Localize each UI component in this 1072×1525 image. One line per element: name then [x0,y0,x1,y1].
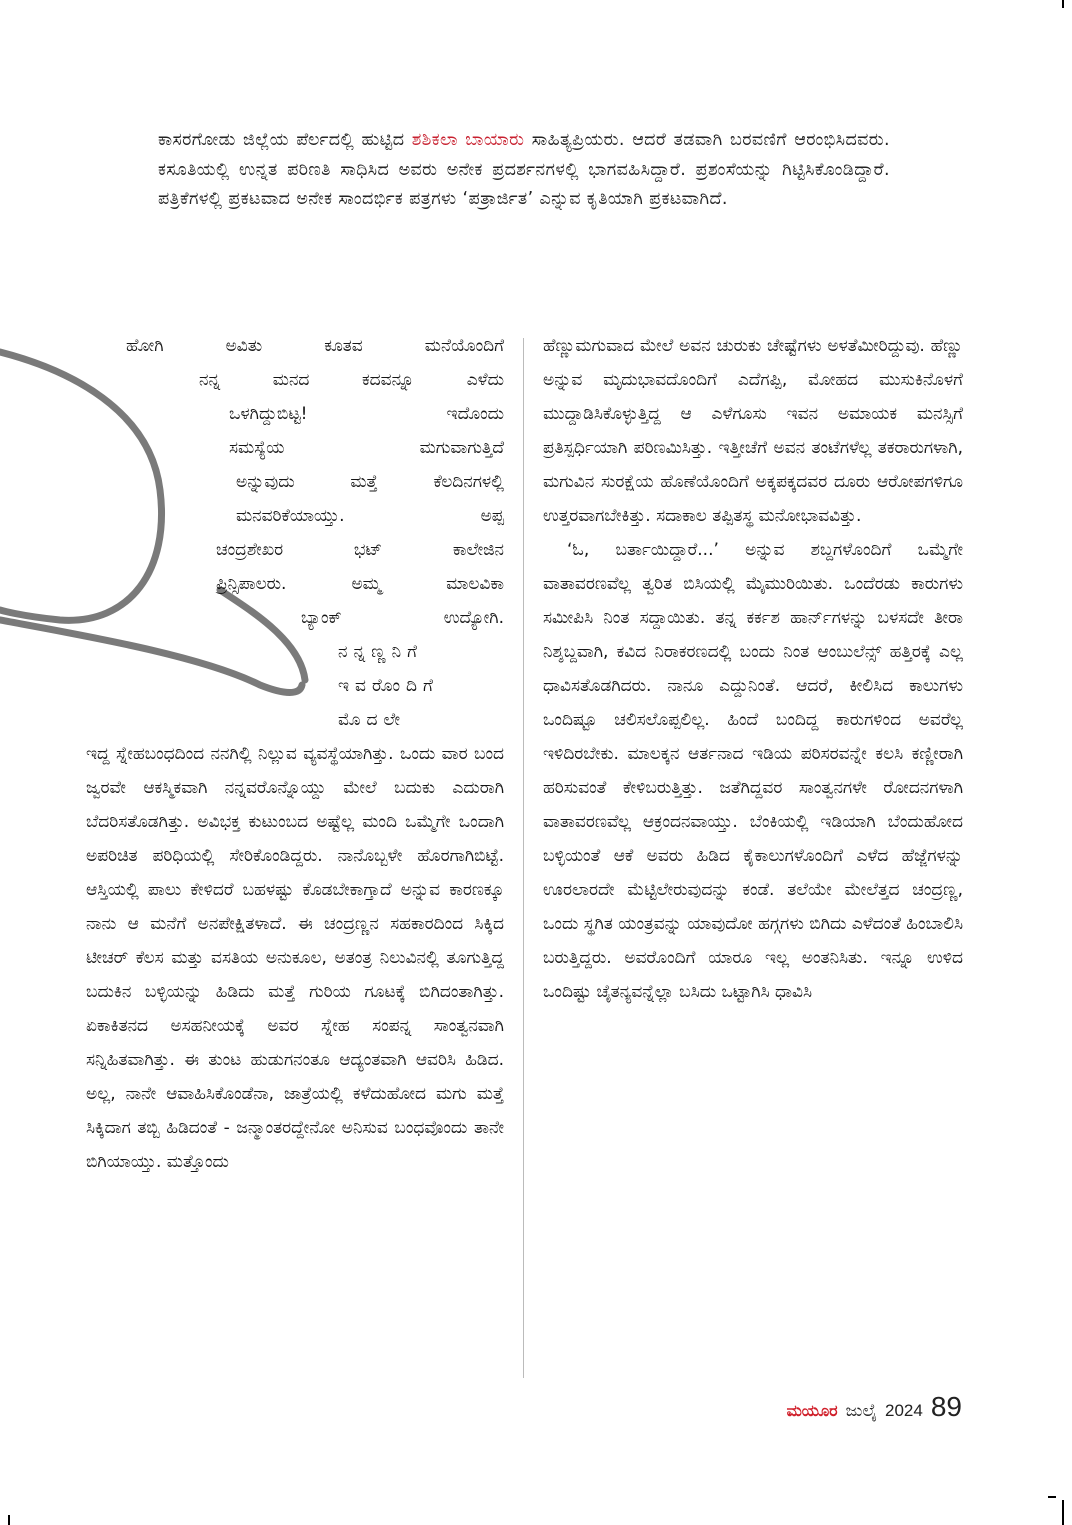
issue-year: 2024 [885,1401,923,1420]
wrap-line: ಮೊದಲೇ [338,710,407,730]
wrap-line: ಪ್ರಿನ್ಸಿಪಾಲರು. ಅಮ್ಮ ಮಾಲವಿಕಾ [216,574,504,594]
crop-mark [8,1515,10,1525]
crop-mark [1048,1496,1056,1498]
crop-mark [1062,0,1064,8]
wrap-line: ನನ್ನಣ್ಣನಿಗೆ [338,642,423,662]
wrap-line: ಚಂದ್ರಶೇಖರ ಭಟ್ ಕಾಲೇಜಿನ [216,540,504,560]
wrap-line: ಸಮಸ್ಯೆಯ ಮಗುವಾಗುತ್ತಿದೆ [229,438,504,458]
column-divider [523,338,524,1378]
intro-rest: ಸಾಹಿತ್ಯಪ್ರಿಯರು. ಆದರೆ ತಡವಾಗಿ ಬರವಣಿಗೆ ಆರಂಭಿಸಿದವರು. ಕಸೂತಿಯಲ್ಲಿ ಉನ್ನತ ಪರಿಣತಿ ಸಾಧಿಸಿದ ಅವರು ಅನೇಕ ಪ್ರದರ್ಶನಗಳಲ್ಲಿ ಭಾಗವಹಿಸಿದ್ದಾರೆ. ಪ್ರಶಂಸೆಯನ್ನು ಗಿಟ್ಟಿಸಿಕೊಂಡಿದ್ದಾರೆ. ಪತ್ರಿಕೆಗಳಲ್ಲಿ ಪ್ರಕಟವಾದ ಅನೇಕ ಸಾಂದರ್ಭಿಕ ಪತ್ರಗಳು ‘ಪತ್ರಾರ್ಜಿತ’ ಎನ್ನುವ ಕೃತಿಯಾಗಿ ಪ್ರಕಟವಾಗಿದೆ. [158,130,890,209]
wrap-line: ಒಳಗಿದ್ದುಬಿಟ್ಟ! ಇದೊಂದು [229,404,504,424]
article-paragraph: ಇದ್ದ ಸ್ನೇಹಬಂಧದಿಂದ ನನಗಿಲ್ಲಿ ನಿಲ್ಲುವ ವ್ಯವಸ್ಥೆಯಾಗಿತ್ತು. ಒಂದು ವಾರ ಬಂದ ಜ್ವರವೇ ಆಕಸ್ಮಿಕವಾಗಿ ನನ್ನವರೊನ್ನೊಯ್ದು ಮೇಲೆ ಬದುಕು ಎದುರಾಗಿ ಬೆದರಿಸತೊಡಗಿತ್ತು. ಅವಿಭಕ್ತ ಕುಟುಂಬದ ಅಷ್ಟೆಲ್ಲ ಮಂದಿ ಒಮ್ಮೆಗೇ ಒಂದಾಗಿ ಅಪರಿಚಿತ ಪರಿಧಿಯಲ್ಲಿ ಸೇರಿಕೊಂಡಿದ್ದರು. ನಾನೊಬ್ಬಳೇ ಹೊರಗಾಗಿಬಿಟ್ಟೆ. ಆಸ್ತಿಯಲ್ಲಿ ಪಾಲು ಕೇಳಿದರೆ ಬಹಳಷ್ಟು ಕೊಡಬೇಕಾಗ್ತಾದೆ ಅನ್ನುವ ಕಾರಣಕ್ಕೂ ನಾನು ಆ ಮನೆಗೆ ಅನಪೇಕ್ಷಿತಳಾದೆ. ಈ ಚಂದ್ರಣ್ಣನ ಸಹಕಾರದಿಂದ ಸಿಕ್ಕಿದ ಟೀಚರ್ ಕೆಲಸ ಮತ್ತು ವಸತಿಯ ಅನುಕೂಲ, ಅತಂತ್ರ ನಿಲುವಿನಲ್ಲಿ ತೂಗುತ್ತಿದ್ದ ಬದುಕಿನ ಬಳ್ಳಿಯನ್ನು ಹಿಡಿದು ಮತ್ತೆ ಗುರಿಯ ಗೂಟಕ್ಕೆ ಬಿಗಿದಂತಾಗಿತ್ತು. ಏಕಾಕಿತನದ ಅಸಹನೀಯಕ್ಕೆ ಅವರ ಸ್ನೇಹ ಸಂಪನ್ನ ಸಾಂತ್ವನವಾಗಿ ಸನ್ನಿಹಿತವಾಗಿತ್ತು. ಈ ತುಂಟ ಹುಡುಗನಂತೂ ಆದ್ಯಂತವಾಗಿ ಆವರಿಸಿ ಹಿಡಿದ. ಅಲ್ಲ, ನಾನೇ ಆವಾಹಿಸಿಕೊಂಡೆನಾ, ಜಾತ್ರೆಯಲ್ಲಿ ಕಳೆದುಹೋದ ಮಗು ಮತ್ತೆ ಸಿಕ್ಕಿದಾಗ ತಬ್ಬಿ ಹಿಡಿದಂತೆ - ಜನ್ಮಾಂತರದ್ದೇನೋ ಅನಿಸುವ ಬಂಧವೊಂದು ತಾನೇ ಬಿಗಿಯಾಯ್ತು. ಮತ್ತೊಂದು [86,744,504,1172]
wrap-line: ಬ್ಯಾಂಕ್ ಉದ್ಯೋಗಿ. [301,608,504,628]
wrap-line: ಹೋಗಿ ಅವಿತು ಕೂತವ ಮನೆಯೊಂದಿಗೆ [126,336,504,356]
page-footer [787,1391,962,1423]
author-name: ಶಶಿಕಲಾ ಬಾಯಾರು [411,130,525,150]
issue-month: ಜುಲೈ [845,1401,878,1421]
article-column-right [543,329,963,1009]
intro-lead: ಕಾಸರಗೋಡು ಜಿಲ್ಲೆಯ ಪೆರ್ಲದಲ್ಲಿ ಹುಟ್ಟಿದ [158,130,412,150]
wrap-line: ಇವರೊಂದಿಗೆ [338,676,439,696]
wrap-line: ಮನವರಿಕೆಯಾಯ್ತು. ಅಪ್ಪ [236,506,504,526]
article-paragraph: ಹೆಣ್ಣುಮಗುವಾದ ಮೇಲೆ ಅವನ ಚುರುಕು ಚೇಷ್ಟೆಗಳು ಅಳತೆಮೀರಿದ್ದುವು. ಹೆಣ್ಣು ಅನ್ನುವ ಮೃದುಭಾವದೊಂದಿಗೆ ಎದೆಗಪ್ಪಿ, ಮೋಹದ ಮುಸುಕಿನೊಳಗೆ ಮುದ್ದಾಡಿಸಿಕೊಳ್ಳುತ್ತಿದ್ದ ಆ ಎಳೆಗೂಸು ಇವನ ಅಮಾಯಕ ಮನಸ್ಸಿಗೆ ಪ್ರತಿಸ್ಪರ್ಧಿಯಾಗಿ ಪರಿಣಮಿಸಿತ್ತು. ಇತ್ತೀಚೆಗೆ ಅವನ ತಂಟೆಗಳೆಲ್ಲ ತಕರಾರುಗಳಾಗಿ, ಮಗುವಿನ ಸುರಕ್ಷೆಯ ಹೊಣೆಯೊಂದಿಗೆ ಅಕ್ಕಪಕ್ಕದವರ ದೂರು ಆರೋಪಗಳಿಗೂ ಉತ್ತರವಾಗಬೇಕಿತ್ತು. ಸದಾಕಾಲ ತಪ್ಪಿತಸ್ಥ ಮನೋಭಾವವಿತ್ತು. [543,336,963,526]
crop-mark [1062,1500,1064,1525]
magazine-brand: ಮಯೂರ [786,1401,838,1420]
author-intro [158,126,890,215]
wrap-line: ನನ್ನ ಮನದ ಕದವನ್ನೂ ಎಳೆದು [199,370,504,390]
article-paragraph: ‘ಓ, ಬರ್ತಾಯಿದ್ದಾರೆ...’ ಅನ್ನುವ ಶಬ್ದಗಳೊಂದಿಗೆ ಒಮ್ಮೆಗೇ ವಾತಾವರಣವೆಲ್ಲ ತ್ವರಿತ ಬಿಸಿಯಲ್ಲಿ ಮೈಮುರಿಯಿತು. ಒಂದೆರಡು ಕಾರುಗಳು ಸಮೀಪಿಸಿ ನಿಂತ ಸದ್ದಾಯಿತು. ತನ್ನ ಕರ್ಕಶ ಹಾರ್ನ್‌ಗಳನ್ನು ಬಳಸದೇ ತೀರಾ ನಿಶ್ಶಬ್ದವಾಗಿ, ಕವಿದ ನಿರಾಕರಣದಲ್ಲಿ ಬಂದು ನಿಂತ ಆಂಬುಲೆನ್ಸ್ ಹತ್ತಿರಕ್ಕೆ ಎಲ್ಲ ಧಾವಿಸತೊಡಗಿದರು. ನಾನೂ ಎದ್ದುನಿಂತೆ. ಆದರೆ, ಕೀಲಿಸಿದ ಕಾಲುಗಳು ಒಂದಿಷ್ಟೂ ಚಲಿಸಲೊಪ್ಪಲಿಲ್ಲ. ಹಿಂದೆ ಬಂದಿದ್ದ ಕಾರುಗಳಿಂದ ಅವರೆಲ್ಲ ಇಳಿದಿರಬೇಕು. ಮಾಲಕ್ಕನ ಆರ್ತನಾದ ಇಡಿಯ ಪರಿಸರವನ್ನೇ ಕಲಸಿ ಕಣ್ಣೀರಾಗಿ ಹರಿಸುವಂತೆ ಕೇಳಿಬರುತ್ತಿತ್ತು. ಜತೆಗಿದ್ದವರ ಸಾಂತ್ವನಗಳೇ ರೋದನಗಳಾಗಿ ವಾತಾವರಣವೆಲ್ಲ ಆಕ್ರಂದನವಾಯ್ತು. ಬೆಂಕಿಯಲ್ಲಿ ಇಡಿಯಾಗಿ ಬೆಂದುಹೋದ ಬಳ್ಳಿಯಂತೆ ಆಕೆ ಅವರು ಹಿಡಿದ ಕೈಕಾಲುಗಳೊಂದಿಗೆ ಎಳೆದ ಹೆಜ್ಜೆಗಳನ್ನು ಊರಲಾರದೇ ಮೆಟ್ಟಿಲೇರುವುದನ್ನು ಕಂಡೆ. ತಲೆಯೇ ಮೇಲೆತ್ತದ ಚಂದ್ರಣ್ಣ, ಒಂದು ಸ್ಥಗಿತ ಯಂತ್ರವನ್ನು ಯಾವುದೋ ಹಗ್ಗಗಳು ಬಿಗಿದು ಎಳೆದಂತೆ ಹಿಂಬಾಲಿಸಿ ಬರುತ್ತಿದ್ದರು. ಅವರೊಂದಿಗೆ ಯಾರೂ ಇಲ್ಲ ಅಂತನಿಸಿತು. ಇನ್ನೂ ಉಳಿದ ಒಂದಿಷ್ಟು ಚೈತನ್ಯವನ್ನೆಲ್ಲಾ ಬಸಿದು ಒಟ್ಟಾಗಿಸಿ ಧಾವಿಸಿ [543,540,963,1002]
wrap-line: ಅನ್ನುವುದು ಮತ್ತೆ ಕೆಲದಿನಗಳಲ್ಲಿ [236,472,504,492]
article-column-left [86,329,504,1179]
page-number: 89 [930,1391,962,1422]
